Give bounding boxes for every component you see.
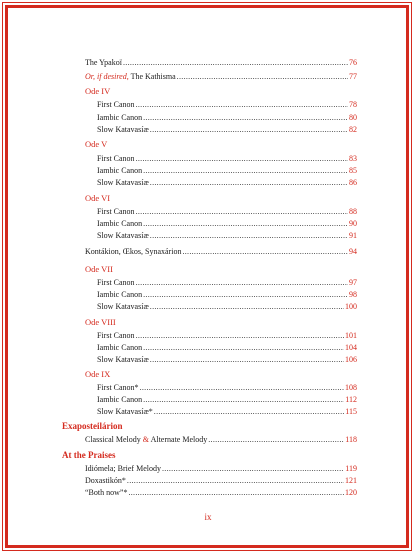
toc-entry-label: The Kathisma (130, 72, 176, 81)
leader-dots (150, 230, 348, 241)
toc-entry-label: Slow Katavasíæ (97, 302, 149, 311)
toc-entry-label: First Canon (97, 278, 135, 287)
toc-entry[interactable] (97, 177, 357, 188)
leader-dots (208, 434, 344, 445)
toc-entry-label: Iambic Canon (97, 113, 143, 122)
toc-entry-page: 118 (345, 435, 357, 444)
section-heading: At the Praises (62, 450, 116, 460)
section-heading: Exaposteilárion (62, 421, 123, 431)
leader-dots (136, 153, 348, 164)
toc-entry-label: Idiómela; Brief Melody (85, 464, 161, 473)
leader-dots (162, 463, 344, 474)
leader-dots (136, 99, 348, 110)
toc-entry-page: 101 (345, 331, 357, 340)
toc-entry[interactable] (97, 406, 357, 417)
leader-dots (150, 177, 348, 188)
leader-dots (143, 342, 344, 353)
toc-entry-page: 115 (345, 407, 357, 416)
leader-dots (143, 289, 348, 300)
toc-entry-page: 78 (349, 100, 357, 109)
toc-entry-exaposteilarion[interactable] (85, 434, 357, 445)
toc-entry-page: 77 (349, 72, 357, 81)
toc-entry-page: 104 (345, 343, 357, 352)
toc-entry-label: First Canon (97, 207, 135, 216)
toc-entry-label: Slow Katavasíæ (97, 125, 149, 134)
toc-entry-page: 106 (345, 355, 357, 364)
leader-dots (140, 382, 344, 393)
ode-heading: Ode IX (85, 369, 111, 379)
toc-entry-label: First Canon (97, 331, 135, 340)
toc-entry[interactable] (97, 289, 357, 300)
toc-entry-page: 86 (349, 178, 357, 187)
toc-entry-label: Iambic Canon (97, 166, 143, 175)
toc-entry-label: The Ypakoï (85, 58, 122, 67)
toc-entry-kathisma[interactable] (85, 71, 357, 82)
toc-entry[interactable] (97, 277, 357, 288)
toc-entry[interactable] (97, 112, 357, 123)
toc-entry-page: 91 (349, 231, 357, 240)
ode-heading: Ode IV (85, 86, 111, 96)
toc-entry[interactable] (97, 330, 357, 341)
ampersand: & (142, 435, 150, 444)
toc-entry[interactable] (97, 153, 357, 164)
toc-entry-ypakoi[interactable] (85, 57, 357, 68)
toc-entry-label: Slow Katavasíæ* (97, 407, 153, 416)
toc-entry-label: Iambic Canon (97, 219, 143, 228)
ode-heading: Ode V (85, 139, 108, 149)
leader-dots (127, 475, 344, 486)
toc-entry-page: 76 (349, 58, 357, 67)
toc-entry[interactable] (97, 301, 357, 312)
toc-entry[interactable] (97, 206, 357, 217)
toc-entry-page: 94 (349, 247, 357, 256)
leader-dots (143, 218, 348, 229)
toc-entry[interactable] (97, 99, 357, 110)
leader-dots (143, 394, 344, 405)
leader-dots (143, 165, 348, 176)
toc-entry-page: 121 (345, 476, 357, 485)
leader-dots (150, 301, 344, 312)
toc-entry-page: 85 (349, 166, 357, 175)
leader-dots (143, 112, 348, 123)
toc-entry-label: Slow Katavasíæ (97, 231, 149, 240)
toc-entry-page: 112 (345, 395, 357, 404)
toc-entry-label: Doxastikón* (85, 476, 126, 485)
toc-entry-page: 100 (345, 302, 357, 311)
toc-entry[interactable] (97, 354, 357, 365)
leader-dots (182, 246, 348, 257)
toc-entry-label: Alternate Melody (150, 435, 208, 444)
toc-entry-kontakion[interactable] (85, 246, 357, 257)
toc-entry[interactable] (97, 342, 357, 353)
ode-heading: Ode VII (85, 264, 113, 274)
toc-entry[interactable] (85, 487, 357, 498)
toc-entry-page: 88 (349, 207, 357, 216)
ode-heading: Ode VI (85, 193, 111, 203)
toc-entry-page: 108 (345, 383, 357, 392)
toc-entry-page: 119 (345, 464, 357, 473)
toc-entry-label: Iambic Canon (97, 290, 143, 299)
leader-dots (150, 124, 348, 135)
toc-entry[interactable] (85, 463, 357, 474)
ode-heading: Ode VIII (85, 317, 116, 327)
toc-entry[interactable] (97, 394, 357, 405)
toc-entry[interactable] (97, 124, 357, 135)
toc-entry-page: 98 (349, 290, 357, 299)
toc-entry-label: Classical Melody (85, 435, 141, 444)
toc-entry[interactable] (97, 230, 357, 241)
page-number: ix (204, 512, 212, 522)
toc-entry-label: Slow Katavasíæ (97, 355, 149, 364)
toc-entry-label: Slow Katavasíæ (97, 178, 149, 187)
toc-entry-page: 82 (349, 125, 357, 134)
toc-entry-label: “Both now”* (85, 488, 128, 497)
leader-dots (136, 206, 348, 217)
toc-entry[interactable] (97, 382, 357, 393)
toc-entry-page: 83 (349, 154, 357, 163)
leader-dots (128, 487, 344, 498)
toc-entry-label: Iambic Canon (97, 395, 143, 404)
leader-dots (136, 277, 348, 288)
leader-dots (177, 71, 348, 82)
leader-dots (150, 354, 344, 365)
toc-entry-label: Iambic Canon (97, 343, 143, 352)
toc-entry[interactable] (97, 165, 357, 176)
rubric-text: Or, if desired, (85, 72, 129, 81)
toc-entry[interactable] (97, 218, 357, 229)
toc-entry-label: First Canon* (97, 383, 139, 392)
toc-entry-page: 80 (349, 113, 357, 122)
leader-dots (136, 330, 344, 341)
leader-dots (123, 57, 348, 68)
leader-dots (154, 406, 345, 417)
toc-entry-page: 120 (345, 488, 357, 497)
toc-entry-page: 90 (349, 219, 357, 228)
toc-entry-label: Kontákion, Œkos, Synaxárion (85, 247, 182, 256)
toc-entry[interactable] (85, 475, 357, 486)
toc-entry-page: 97 (349, 278, 357, 287)
toc-entry-label: First Canon (97, 100, 135, 109)
toc-entry-label: First Canon (97, 154, 135, 163)
